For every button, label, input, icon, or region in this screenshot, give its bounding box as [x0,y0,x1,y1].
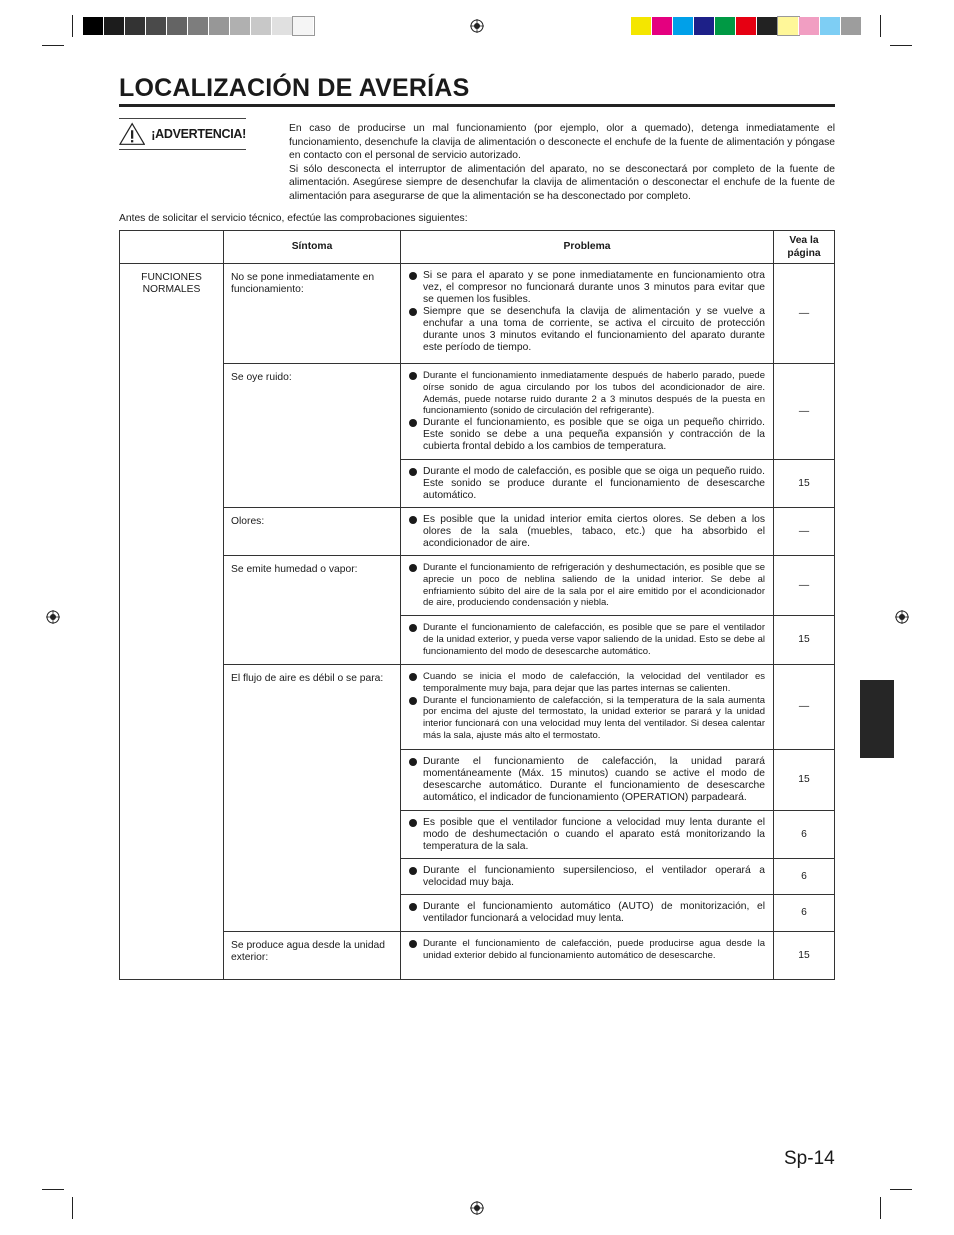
problem-text: Cuando se inicia el modo de calefacción, la velocidad del ventilador es temporalmente muy baja, para dejar que las partes internas se calienten. [423,671,765,694]
bullet-icon [409,624,417,632]
color-swatch [652,17,673,35]
registration-mark-icon [895,610,909,624]
list-item [409,370,765,417]
crop-mark [890,45,912,46]
bullet-icon [409,673,417,681]
symptom-cell: Se produce agua desde la unidad exterior: [224,932,401,980]
color-swatch [736,17,757,35]
color-swatch [841,17,862,35]
bullet-icon [409,516,417,524]
problem-cell [401,859,774,895]
problem-cell [401,665,774,750]
page-cell: — [774,508,835,556]
list-item [409,514,765,550]
color-swatch [167,17,188,35]
symptom-cell: No se pone inmediatamente en funcionamiento: [224,264,401,364]
page-cell: — [774,665,835,750]
table-row [120,508,835,556]
warning-label: ¡ADVERTENCIA! [151,127,246,141]
page-cell: 15 [774,616,835,665]
warning-triangle-icon [119,121,145,147]
color-swatch [820,17,841,35]
bullet-icon [409,819,417,827]
section-tab [860,680,894,758]
list-item [409,817,765,853]
page-cell: 6 [774,895,835,932]
crop-mark [880,15,881,37]
color-swatch [757,17,778,35]
list-item [409,417,765,453]
color-swatch [799,17,820,35]
problem-text: Es posible que el ventilador funcione a velocidad muy lenta durante el modo de deshumectación o cuando el aparato está monitorizando la temperatura de la sala. [423,817,765,852]
problem-cell [401,811,774,859]
symptom-cell: El flujo de aire es débil o se para: [224,665,401,932]
list-item [409,938,765,962]
page-cell: — [774,264,835,364]
bullet-icon [409,564,417,572]
color-swatch [146,17,167,35]
warning-paragraph: En caso de producirse un mal funcionamiento (por ejemplo, olor a quemado), detenga inmediatamente el funcionamiento, desenchufe la clavija de alimentación o desconecte el enchufe de la fuente de alimentación y póngase en contacto con el personal de servicio autorizado. [289,123,835,162]
color-swatch [230,17,251,35]
table-row [120,264,835,364]
problem-cell [401,750,774,811]
troubleshooting-table [119,230,835,980]
list-item [409,270,765,306]
color-swatch [209,17,230,35]
table-row [120,932,835,980]
problem-text: Es posible que la unidad interior emita ciertos olores. Se deben a los olores de la sala (muebles, tabaco, etc.) que ha absorbido el acondicionador de aire. [423,514,765,549]
problem-text: Si se para el aparato y se pone inmediatamente en funcionamiento otra vez, el compresor no funcionará durante unos 3 minutos para evitar que se quemen los fusibles. [423,270,765,305]
page-cell: — [774,556,835,616]
category-cell [120,264,224,980]
warning-heading [119,118,246,150]
page-number: Sp-14 [784,1148,835,1169]
page-cell: 15 [774,932,835,980]
color-swatch [125,17,146,35]
problem-cell [401,556,774,616]
list-item [409,901,765,925]
color-swatch [694,17,715,35]
page-cell: 15 [774,750,835,811]
table-header-row [120,231,835,264]
bullet-icon [409,308,417,316]
problem-cell [401,895,774,932]
crop-mark [890,1189,912,1190]
crop-mark [42,45,64,46]
problem-text: Durante el funcionamiento de calefacción, es posible que se pare el ventilador de la unidad exterior, y pueda verse vapor saliendo de la unidad. Esto se debe al funcionamiento del modo de desescarche automático. [423,622,765,657]
color-swatch [104,17,125,35]
symptom-cell: Se emite humedad o vapor: [224,556,401,665]
list-item [409,671,765,695]
header-page-line: Vea la [789,235,819,246]
problem-text: Durante el funcionamiento de calefacción, puede producirse agua desde la unidad exterior debido al funcionamiento automático de desescarche. [423,938,765,961]
color-swatch [673,17,694,35]
problem-cell [401,508,774,556]
color-swatch [778,17,799,35]
problem-text: Durante el funcionamiento inmediatamente después de haberlo parado, puede oírse sonido de agua circulando por los tubos del acondicionador de aire. Además, puede notarse ruido durante 2 a 3 minutos después de la puesta en funcionamiento (sonido de circulación del refrigerante). [423,370,765,417]
header-symptom: Síntoma [224,231,401,264]
color-swatch [715,17,736,35]
list-item [409,306,765,354]
symptom-cell: Olores: [224,508,401,556]
crop-mark [880,1197,881,1219]
problem-cell [401,264,774,364]
crop-mark [42,1189,64,1190]
color-swatch [188,17,209,35]
color-swatch [631,17,652,35]
page-cell: — [774,364,835,460]
symptom-cell: Se oye ruido: [224,364,401,508]
problem-text: Durante el funcionamiento supersilencioso, el ventilador operará a velocidad muy baja. [423,865,765,888]
header-page-line: página [787,248,821,259]
registration-mark-icon [470,1201,484,1215]
crop-mark [72,1197,73,1219]
page-cell: 6 [774,859,835,895]
bullet-icon [409,940,417,948]
problem-text: Durante el funcionamiento, es posible que se oiga un pequeño chirrido. Este sonido se debe a una pequeña expansión y contracción de la cubierta frontal debido a los cambios de temperatura. [423,417,765,453]
color-swatch [83,17,104,35]
category-label: FUNCIONES NORMALES [141,272,202,295]
registration-mark-icon [470,19,484,33]
bullet-icon [409,697,417,705]
table-row [120,665,835,750]
bullet-icon [409,372,417,380]
bullet-icon [409,903,417,911]
color-calibration-bar [631,17,862,35]
table-row [120,556,835,616]
problem-cell [401,364,774,460]
header-page [774,231,835,264]
problem-cell [401,932,774,980]
bullet-icon [409,867,417,875]
list-item [409,865,765,889]
page-cell: 15 [774,460,835,508]
color-swatch [251,17,272,35]
registration-mark-icon [46,610,60,624]
problem-text: Durante el funcionamiento de refrigeración y deshumectación, es posible que se aprecie un poco de neblina saliendo de la unidad interior. Se debe al enfriamiento súbito del aire de la sala por el aire emitido por el acondicionador de aire, produciendo condensación y niebla. [423,562,765,609]
problem-text: Durante el funcionamiento de calefacción, si la temperatura de la sala aumenta por encima del ajuste del termostato, la unidad exterior se parará y la unidad interior funcionará con una velocidad muy lenta del ventilador. Si desea calentar más la sala, ajuste más alto el termostato. [423,694,765,741]
list-item [409,622,765,657]
problem-text: Durante el modo de calefacción, es posible que se oiga un pequeño ruido. Este sonido se produce durante el funcionamiento de desescarche automático. [423,466,765,501]
page-cell: 6 [774,811,835,859]
bullet-icon [409,468,417,476]
problem-text: Durante el funcionamiento de calefacción, la unidad parará momentáneamente (Máx. 15 minutos) cuando se active el modo de desescarche automático. Durante el funcionamiento de desescarche automático, el indicador de funcionamiento (OPERATION) parpadeará. [423,756,765,803]
intro-text: Antes de solicitar el servicio técnico, efectúe las comprobaciones siguientes: [119,213,468,224]
list-item [409,466,765,502]
warning-text [289,122,835,204]
problem-text: Siempre que se desenchufa la clavija de alimentación y se vuelve a enchufar a una toma de corriente, se activa el circuito de protección durante unos 3 minutos evitando el funcionamiento del aparato durante este período de tiempo. [423,306,765,353]
color-swatch [272,17,293,35]
problem-cell [401,460,774,508]
problem-cell [401,616,774,665]
page-title: LOCALIZACIÓN DE AVERÍAS [119,74,835,107]
warning-paragraph: Si sólo desconecta el interruptor de alimentación del aparato, no se desconectará por completo de la fuente de alimentación. Asegúrese siempre de desenchufar la clavija de alimentación o desconectar el enchufe de la fuente de alimentación para asegurarse de que la alimentación se ha desconectado por completo. [289,163,835,202]
list-item [409,695,765,742]
bullet-icon [409,419,417,427]
color-swatch [293,17,314,35]
header-problem: Problema [401,231,774,264]
bullet-icon [409,272,417,280]
problem-text: Durante el funcionamiento automático (AUTO) de monitorización, el ventilador funcionará a velocidad muy lenta. [423,901,765,924]
header-category [120,231,224,264]
table-row [120,364,835,460]
list-item [409,562,765,609]
grayscale-calibration-bar [83,17,314,35]
list-item [409,756,765,804]
crop-mark [72,15,73,37]
bullet-icon [409,758,417,766]
